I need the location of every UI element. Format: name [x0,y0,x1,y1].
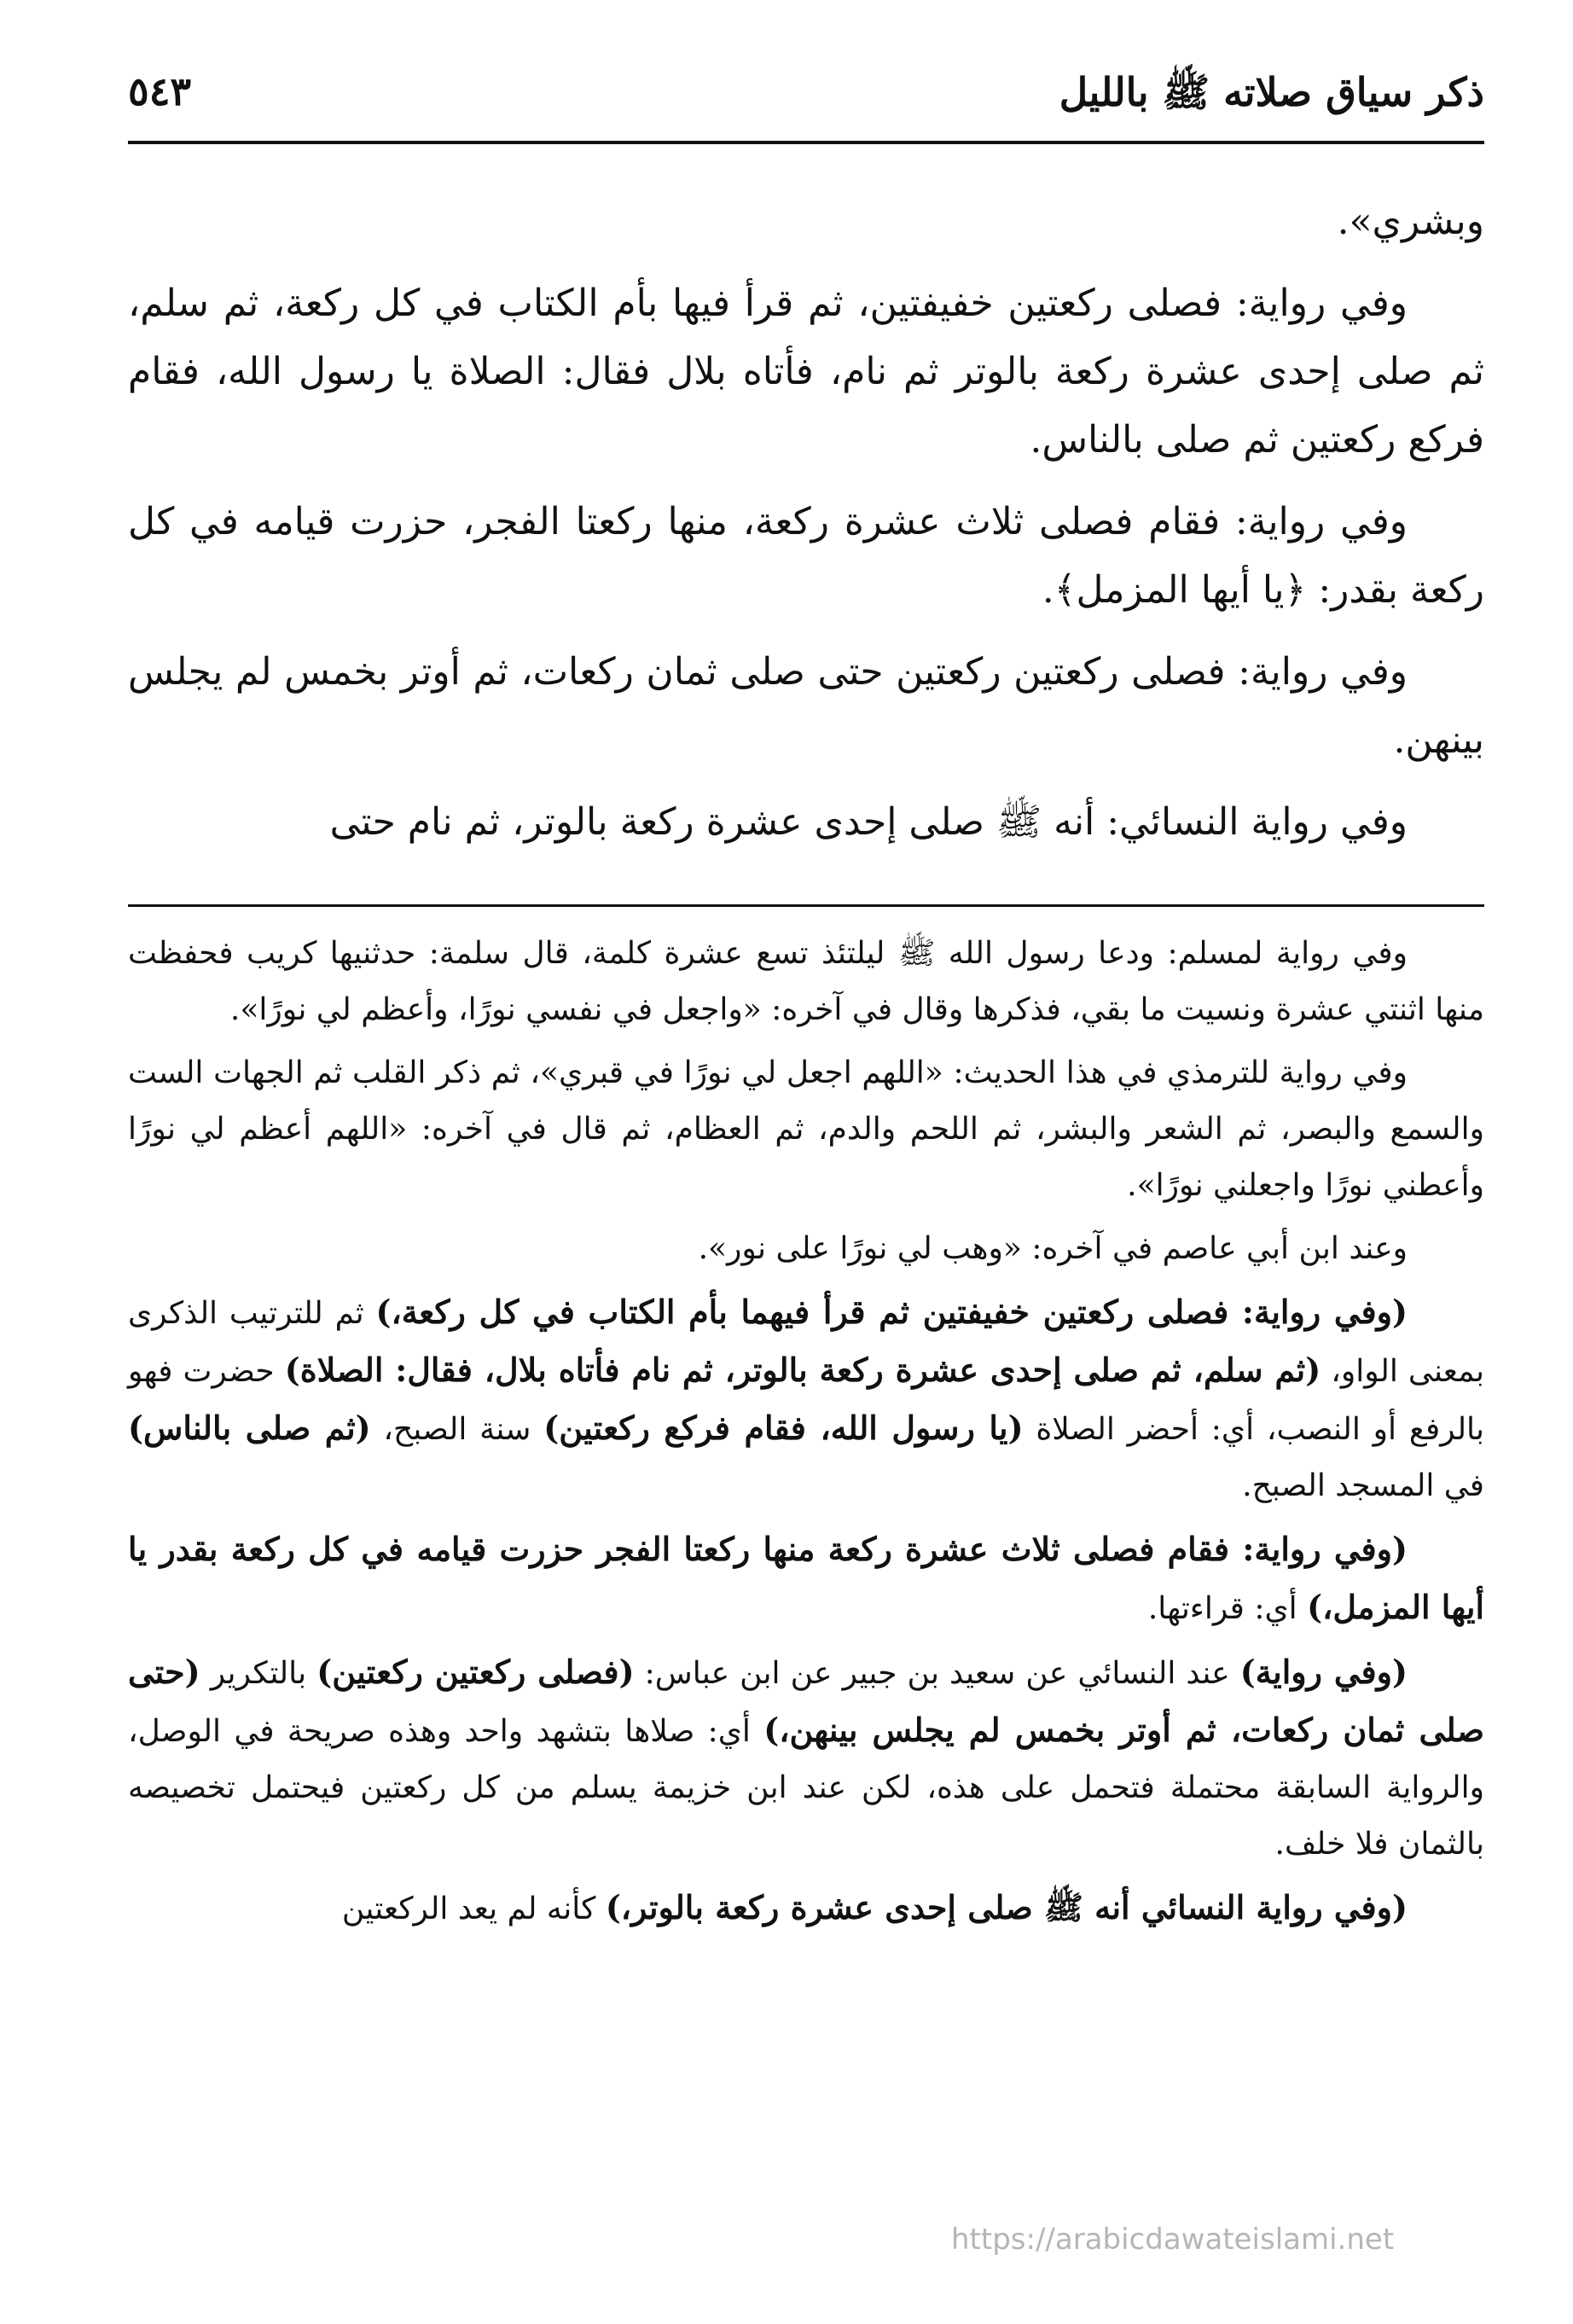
commentary-paragraph: وفي رواية للترمذي في هذا الحديث: «اللهم اجعل لي نورًا في قبري»، ثم ذكر القلب ثم الجهات الست والسمع والبصر، ثم الشعر والبشر، ثم اللحم والدم، ثم العظام، ثم قال في آخره: «اللهم أعظم لي نورًا وأعطني نورًا واجعلني نورًا». [128,1055,1484,1203]
commentary-paragraph: وعند ابن أبي عاصم في آخره: «وهب لي نورًا على نور». [698,1231,1408,1266]
explanation-text: في المسجد الصبح. [1242,1468,1484,1503]
running-title: ذكر سياق صلاته ﷺ بالليل [1059,69,1484,115]
main-paragraph: وفي رواية النسائي: أنه ﷺ صلى إحدى عشرة ركعة بالوتر، ثم نام حتى [329,800,1408,844]
commentary-paragraph: وفي رواية لمسلم: ودعا رسول الله ﷺ ليلتئذ تسع عشرة كلمة، قال سلمة: حدثنيها كريب فحفظت منها اثنتي عشرة ونسيت ما بقي، فذكرها وقال في آخره: «واجعل في نفسي نورًا، وأعظم لي نورًا». [128,936,1484,1027]
quoted-text: (ثم سلم، ثم صلى إحدى عشرة ركعة بالوتر، ثم نام فأتاه بلال، فقال: الصلاة) [284,1351,1321,1389]
main-text [128,188,1484,870]
quoted-text: (ثم صلى بالناس) [128,1409,371,1447]
quoted-text: (وفي رواية: فصلى ركعتين خفيفتين ثم قرأ فيهما بأم الكتاب في كل ركعة،) [375,1293,1408,1331]
quoted-text: (وفي رواية النسائي أنه ﷺ صلى إحدى عشرة ركعة بالوتر،) [605,1888,1408,1926]
page-number: ٥٤٣ [128,68,192,114]
explanation-text: أي: صلاها بتشهد واحد وهذه صريحة في الوصل، والرواية السابقة محتملة فتحمل على هذه، لكن عند ابن خزيمة يسلم من كل ركعتين فيحتمل تخصيصه بالثمان فلا خلف. [128,1714,1484,1862]
main-paragraph: وفي رواية: فصلى ركعتين خفيفتين، ثم قرأ فيها بأم الكتاب في كل ركعة، ثم سلم، ثم صلى إحدى عشرة ركعة بالوتر ثم نام، فأتاه بلال فقال: الصلاة يا رسول الله، فقام فركع ركعتين ثم صلى بالناس. [128,282,1484,462]
quoted-text: (وفي رواية) [1239,1653,1408,1691]
main-paragraph: وبشري». [1337,200,1484,243]
quoted-text: (وفي رواية: فقام فصلى ثلاث عشرة ركعة منها ركعتا الفجر حزرت قيامه في كل ركعة بقدر يا أيها المزمل،) [128,1530,1484,1626]
main-paragraph: وفي رواية: فصلى ركعتين ركعتين حتى صلى ثمان ركعات، ثم أوتر بخمس لم يجلس بينهن. [128,650,1484,762]
explanation-text: حضرت فهو بالرفع أو النصب، أي: أحضر الصلاة [128,1354,1485,1447]
commentary-text [128,926,1484,1944]
quoted-text: (فصلى ركعتين ركعتين) [316,1653,635,1691]
explanation-text: كأنه لم يعد الركعتين [341,1891,606,1926]
explanation-text: ثم للترتيب الذكرى بمعنى الواو، [128,1296,1485,1389]
commentary-paragraph [128,1880,1484,1938]
header-divider [128,141,1484,144]
explanation-text: أي: قراءتها. [1147,1591,1308,1626]
commentary-paragraph [128,1521,1484,1637]
watermark-url: https://arabicdawateislami.net [951,2222,1395,2257]
explanation-text: بالتكرير [200,1656,317,1691]
quoted-text: (حتى صلى ثمان ركعات، ثم أوتر بخمس لم يجلس بينهن،) [128,1653,1485,1749]
commentary-paragraph [128,1644,1484,1873]
quoted-text: (يا رسول الله، فقام فركع ركعتين) [543,1409,1024,1447]
explanation-text: سنة الصبح، [370,1412,544,1447]
footnote-divider [128,904,1484,907]
page-header [128,60,1484,137]
commentary-paragraph [128,1284,1484,1514]
main-paragraph: وفي رواية: فقام فصلى ثلاث عشرة ركعة، منها ركعتا الفجر، حزرت قيامه في كل ركعة بقدر: ﴿يا أيها المزمل﴾. [128,500,1484,612]
book-page [128,0,1484,2324]
explanation-text: عند النسائي عن سعيد بن جبير عن ابن عباس: [634,1656,1240,1691]
